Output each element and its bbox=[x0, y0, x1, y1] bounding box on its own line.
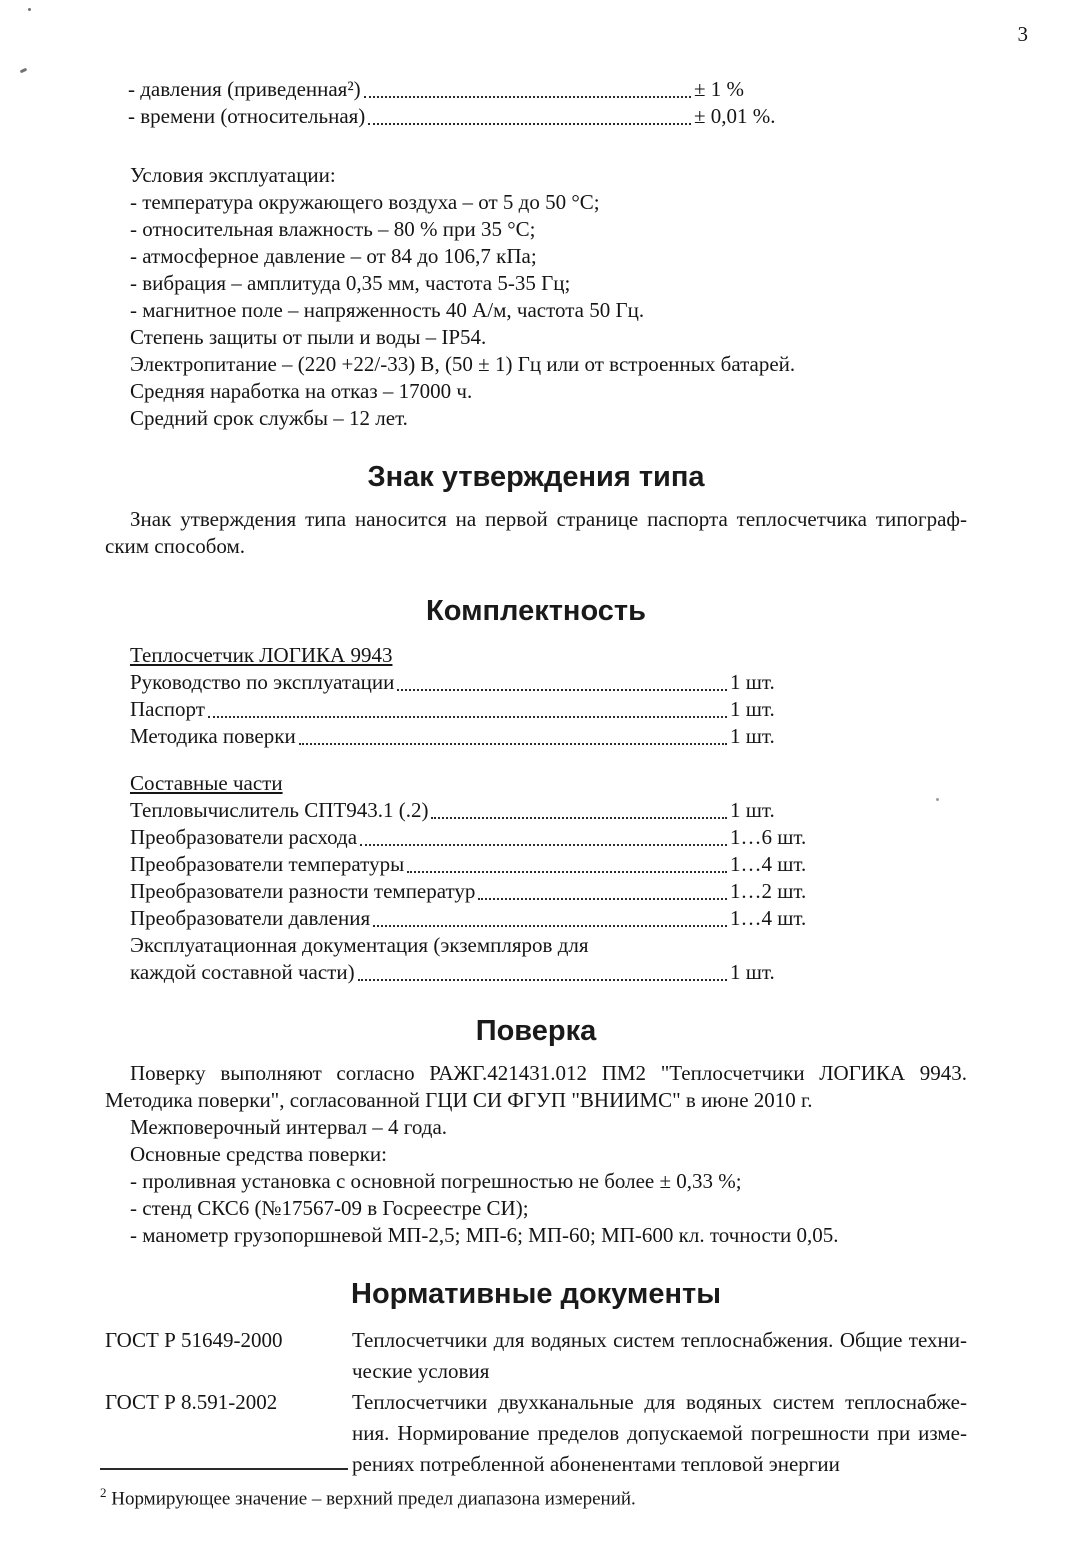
paragraph-line: Поверку выполняют согласно РАЖГ.421431.012 ПМ2 "Теплосчетчики ЛОГИКА 9943. bbox=[130, 1061, 967, 1085]
accuracy-row bbox=[128, 103, 806, 130]
gost-description-line: рениях потребленной абоненентами тепловой энергии bbox=[352, 1452, 840, 1476]
completeness-row bbox=[130, 851, 822, 878]
gost-description-line: Теплосчетчики двухканальные для водяных систем теплоснабже- bbox=[352, 1390, 967, 1414]
dotted-leader bbox=[397, 689, 727, 691]
conditions-line: - атмосферное давление – от 84 до 106,7 кПа; bbox=[130, 244, 537, 268]
row-label: Преобразователи температуры bbox=[130, 852, 405, 876]
gost-description-line: ческие условия bbox=[352, 1359, 490, 1383]
paragraph-line: Методика поверки", согласованной ГЦИ СИ ФГУП "ВНИИМС" в июне 2010 г. bbox=[105, 1088, 813, 1112]
completeness-group-title: Теплосчетчик ЛОГИКА 9943 bbox=[130, 643, 393, 667]
gost-code: ГОСТ Р 51649-2000 bbox=[105, 1328, 283, 1352]
dotted-leader bbox=[431, 817, 727, 819]
verification-line: - проливная установка с основной погрешностью не более ± 0,33 %; bbox=[130, 1169, 742, 1193]
gost-description bbox=[352, 1325, 967, 1387]
section-heading-type-approval: Знак утверждения типа bbox=[367, 461, 705, 493]
row-value: 1 шт. bbox=[730, 670, 775, 694]
scan-artifact bbox=[20, 68, 28, 74]
row-label: Преобразователи разности температур bbox=[130, 879, 476, 903]
section-heading-verification: Поверка bbox=[475, 1015, 597, 1047]
row-label: - времени (относительная) bbox=[128, 104, 366, 128]
footnote-text bbox=[100, 1480, 820, 1511]
section-heading-completeness: Комплектность bbox=[426, 595, 646, 627]
completeness-group-title: Составные части bbox=[130, 771, 283, 795]
section-heading-normative-documents: Нормативные документы bbox=[351, 1278, 721, 1310]
verification-line: Основные средства поверки: bbox=[130, 1142, 387, 1166]
completeness-row-wrap-line: Эксплуатационная документация (экземпляров для bbox=[130, 933, 589, 957]
dotted-leader bbox=[364, 96, 691, 98]
conditions-line: - вибрация – амплитуда 0,35 мм, частота 5-35 Гц; bbox=[130, 271, 571, 295]
conditions-line: Средний срок службы – 12 лет. bbox=[130, 406, 408, 430]
dotted-leader bbox=[299, 743, 727, 745]
row-value: 1 шт. bbox=[730, 697, 775, 721]
dotted-leader bbox=[478, 898, 727, 900]
normative-document-row bbox=[105, 1325, 967, 1387]
completeness-row bbox=[130, 696, 822, 723]
gost-description-line: ния. Нормирование пределов допускаемой погрешности при изме- bbox=[352, 1421, 967, 1445]
dotted-leader bbox=[208, 716, 727, 718]
row-label: каждой составной части) bbox=[130, 960, 355, 984]
row-value: 1…4 шт. bbox=[730, 852, 807, 876]
dotted-leader bbox=[358, 979, 727, 981]
row-value: 1 шт. bbox=[730, 960, 775, 984]
page-content bbox=[105, 76, 967, 1480]
conditions-line: Электропитание – (220 +22/-33) В, (50 ± 1) Гц или от встроенных батарей. bbox=[130, 352, 796, 376]
completeness-row bbox=[130, 878, 822, 905]
conditions-line: - относительная влажность – 80 % при 35 °С; bbox=[130, 217, 536, 241]
completeness-row bbox=[130, 723, 822, 750]
completeness-row bbox=[130, 797, 822, 824]
footnote-rule bbox=[100, 1468, 348, 1470]
normative-document-row bbox=[105, 1387, 967, 1480]
conditions-line: Средняя наработка на отказ – 17000 ч. bbox=[130, 379, 473, 403]
verification-line: - стенд СКС6 (№17567-09 в Госреестре СИ); bbox=[130, 1196, 529, 1220]
completeness-row bbox=[130, 824, 822, 851]
row-label: Преобразователи давления bbox=[130, 906, 371, 930]
row-label: Тепловычислитель СПТ943.1 (.2) bbox=[130, 798, 429, 822]
row-value: 1 шт. bbox=[730, 798, 775, 822]
dotted-leader bbox=[368, 123, 691, 125]
dotted-leader bbox=[373, 925, 727, 927]
gost-description-line: Теплосчетчики для водяных систем теплоснабжения. Общие техни- bbox=[352, 1328, 967, 1352]
row-value: 1…4 шт. bbox=[730, 906, 807, 930]
completeness-row bbox=[130, 905, 822, 932]
dotted-leader bbox=[360, 844, 727, 846]
scan-artifact bbox=[28, 8, 31, 11]
row-value: 1…6 шт. bbox=[730, 825, 807, 849]
row-label: Паспорт bbox=[130, 697, 205, 721]
verification-line: Межповерочный интервал – 4 года. bbox=[130, 1115, 448, 1139]
row-value: ± 0,01 %. bbox=[694, 104, 776, 128]
gost-description bbox=[352, 1387, 967, 1480]
gost-code: ГОСТ Р 8.591-2002 bbox=[105, 1390, 278, 1414]
paragraph-line: Знак утверждения типа наносится на первой странице паспорта теплосчетчика типограф- bbox=[130, 507, 967, 531]
conditions-line: Степень защиты от пыли и воды – IP54. bbox=[130, 325, 487, 349]
completeness-row bbox=[130, 669, 822, 696]
row-label: Методика поверки bbox=[130, 724, 296, 748]
accuracy-row bbox=[128, 76, 806, 103]
row-label: Преобразователи расхода bbox=[130, 825, 358, 849]
page-number: 3 bbox=[1017, 22, 1028, 46]
row-label: - давления (приведенная²) bbox=[128, 77, 361, 101]
paragraph-line: ским способом. bbox=[105, 534, 246, 558]
conditions-line: - температура окружающего воздуха – от 5 до 50 °С; bbox=[130, 190, 600, 214]
verification-line: - манометр грузопоршневой МП-2,5; МП-6; МП-60; МП-600 кл. точности 0,05. bbox=[130, 1223, 839, 1247]
completeness-row bbox=[130, 959, 822, 986]
row-value: 1 шт. bbox=[730, 724, 775, 748]
footnote bbox=[100, 1468, 820, 1511]
row-value: ± 1 % bbox=[694, 77, 745, 101]
dotted-leader bbox=[407, 871, 727, 873]
row-label: Руководство по эксплуатации bbox=[130, 670, 395, 694]
row-value: 1…2 шт. bbox=[730, 879, 807, 903]
footnote-body: Нормирующее значение – верхний предел диапазона измерений. bbox=[111, 1488, 636, 1510]
conditions-line: - магнитное поле – напряженность 40 А/м, частота 50 Гц. bbox=[130, 298, 645, 322]
conditions-title: Условия эксплуатации: bbox=[130, 163, 336, 187]
footnote-marker: 2 bbox=[100, 1485, 107, 1500]
